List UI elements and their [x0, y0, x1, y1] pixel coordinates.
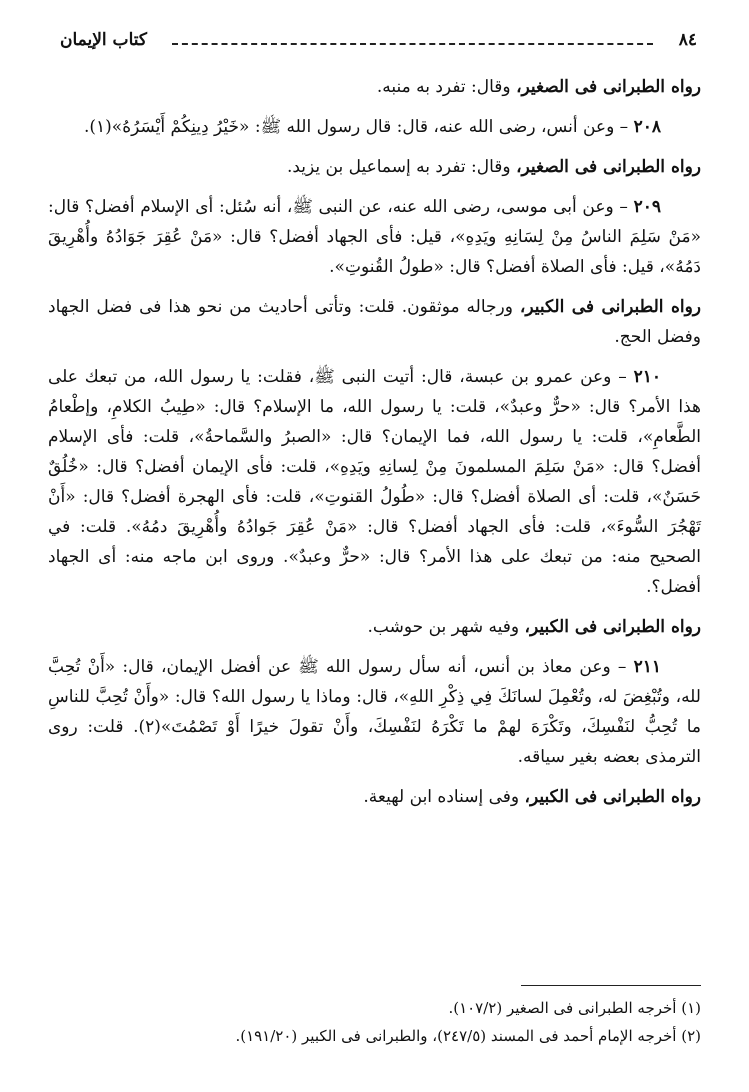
rawah-source: رواه الطبرانى فى الكبير، [524, 787, 701, 807]
book-title: كتاب الإيمان [60, 30, 147, 50]
hadith-number: ٢٠٨ [633, 117, 661, 137]
rawah-note: وفى إسناده ابن لهيعة. [363, 787, 525, 807]
hadith-number: ٢١٠ [633, 367, 661, 387]
hadith-text: – وعن معاذ بن أنس، أنه سأل رسول الله ﷺ عن أفضل الإيمان، قال: «أَنْ تُحِبَّ لله، وتُبْغِضَ له، وتُعْمِلَ لسانَكَ فِي ذِكْرِ اللهِ»، قال: وماذا يا رسول الله؟ قال: «وأَنْ تُحِبَّ للناسِ ما تُحِبُّ لنَفْسِكَ، وتَكْرَهَ لهمْ ما تَكْرَهُ لنَفْسِكَ، وأَنْ تقولَ خيرًا أَوْ تَصْمُتَ»(٢). قلت: روى الترمذى بعضه بغير سياقه. [48, 657, 702, 767]
footnotes [48, 994, 701, 1050]
hadith-text: – وعن أنس، رضى الله عنه، قال: قال رسول الله ﷺ: «خَيْرُ دِينِكُمْ أَيْسَرُهُ»(١). [83, 117, 634, 137]
rawah-line [48, 152, 701, 182]
rawah-line [48, 612, 701, 642]
footnote-separator [521, 985, 701, 986]
footnote: (١) أخرجه الطبرانى فى الصغير (١٠٧/٢). [448, 999, 701, 1017]
rawah-source: رواه الطبرانى فى الصغير، [516, 157, 701, 177]
hadith-paragraph [48, 112, 701, 142]
hadith-number: ٢١١ [633, 657, 661, 677]
hadith-text: – وعن أبى موسى، رضى الله عنه، عن النبى ﷺ، أنه سُئل: أى الإسلام أفضل؟ قال: «مَنْ سَلِمَ الناسُ مِنْ لِسَانِهِ ويَدِهِ»، قيل: فأى الجهاد أفضل؟ قال: «مَنْ عُقِرَ جَوَادُهُ وأُهْرِيقَ دَمُهُ»، قيل: فأى الصلاة أفضل؟ قال: «طولُ القُنوتِ». [48, 197, 701, 277]
hadith-text: – وعن عمرو بن عبسة، قال: أتيت النبى ﷺ، فقلت: يا رسول الله، من تبعك على هذا الأمر؟ قال: «حرٌّ وعبدٌ»، قلت: يا رسول الله، ما الإسلام؟ قال: «طِيبُ الكلامِ، وإطْعامُ الطَّعامِ»، قلت: يا رسول الله، فما الإيمان؟ قال: «الصبرُ والسَّماحةُ»، قلت: فأى الإسلام أفضل؟ قال: «مَنْ سَلِمَ المسلمونَ مِنْ لِسانِهِ ويَدِهِ»، قلت: فأى الإيمان أفضل؟ قال: «خُلُقٌ حَسَنٌ»، قلت: أى الصلاة أفضل؟ قال: «طُولُ القنوتِ»، قلت: فأى الهجرة أفضل؟ قال: «أَنْ تَهْجُرَ السُّوءَ»، قلت: فأى الجهاد أفضل؟ قال: «مَنْ عُقِرَ جَوادُهُ وأُهْرِيقَ دمُهُ». قلت: في الصحيح منه: من تبعك على هذا الأمر؟ قال: «حرٌّ وعبدٌ». وروى ابن ماجه منه: أى الجهاد أفضل؟. [48, 367, 701, 597]
rawah-source: رواه الطبرانى فى الكبير، [519, 297, 702, 317]
page-body [48, 62, 701, 812]
page-number: ٨٤ [678, 30, 697, 50]
hadith-paragraph [48, 362, 701, 602]
rawah-line [48, 782, 701, 812]
rawah-line [48, 292, 701, 352]
rawah-note: وفيه شهر بن حوشب. [367, 617, 525, 637]
hadith-paragraph [48, 192, 701, 282]
rawah-source: رواه الطبرانى فى الصغير، [516, 77, 701, 97]
page-header [60, 26, 697, 56]
header-dashed-rule [172, 43, 653, 45]
rawah-note: وقال: تفرد به إسماعيل بن يزيد. [286, 157, 517, 177]
rawah-note: ورجاله موثقون. قلت: وتأتى أحاديث من نحو هذا فى فضل الجهاد وفضل الحج. [48, 297, 701, 347]
rawah-source: رواه الطبرانى فى الكبير، [524, 617, 701, 637]
footnote: (٢) أخرجه الإمام أحمد فى المسند (٢٤٧/٥)، والطبرانى فى الكبير (١٩١/٢٠). [235, 1027, 701, 1045]
rawah-note: وقال: تفرد به منبه. [376, 77, 517, 97]
rawah-line [48, 72, 701, 102]
hadith-paragraph [48, 652, 701, 772]
hadith-number: ٢٠٩ [633, 197, 661, 217]
